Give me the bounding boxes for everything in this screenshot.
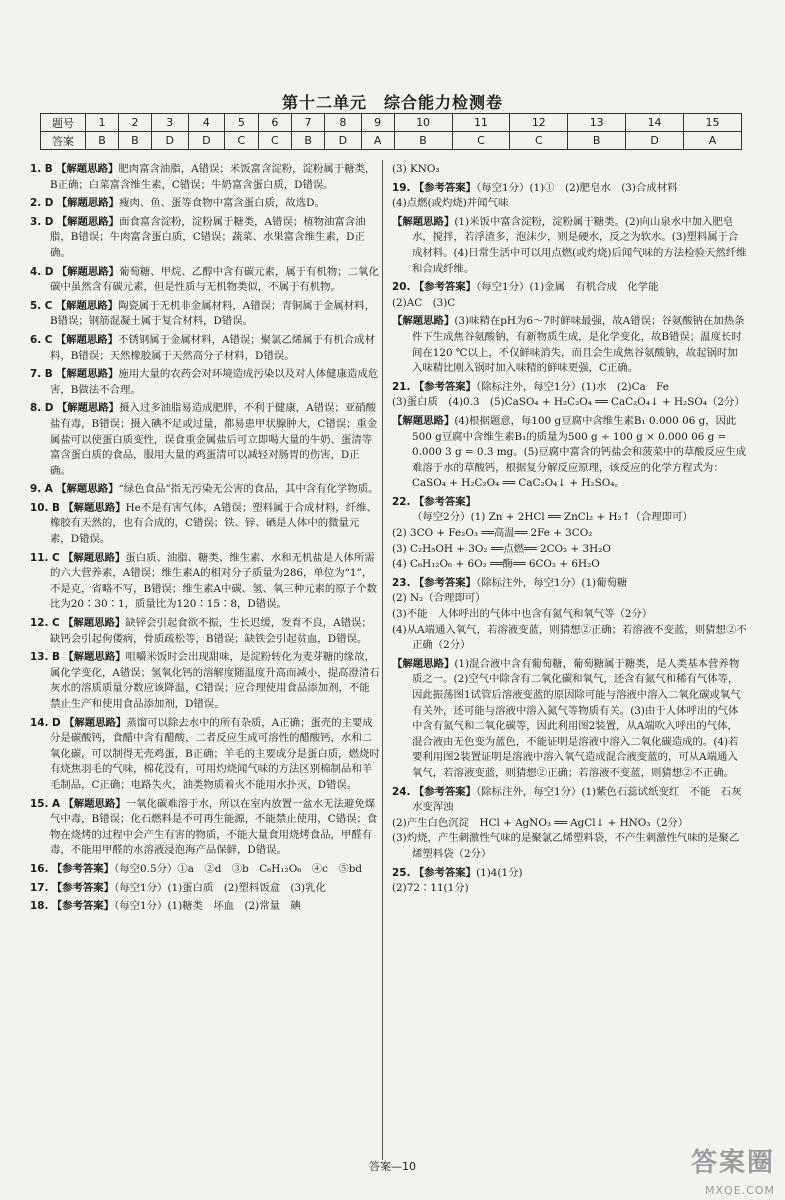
table-cell-number: 14 <box>626 114 684 132</box>
item-tag: 【参考答案】 <box>51 862 115 875</box>
table-cell-number: 4 <box>188 114 225 132</box>
item-tag: 【解题思路】 <box>63 501 126 514</box>
row-label: 题号 <box>41 114 86 132</box>
item-number: 20. <box>392 281 411 294</box>
item-text: （每空0.5分）①a ②d ③b C₆H₁₂O₆ ④c ⑤bd <box>114 862 363 875</box>
row-label: 答案 <box>41 132 86 150</box>
item-text: (2)产生白色沉淀 HCl + AgNO₃ ══ AgCl↓ + HNO₃（2分） <box>392 816 689 829</box>
item-tag: 【解题思路】 <box>55 333 119 346</box>
item-tag: 【解题思路】 <box>392 414 455 427</box>
table-cell-number: 10 <box>394 114 452 132</box>
table-cell-number: 2 <box>118 114 151 132</box>
watermark-text: 答案圈 <box>690 1148 775 1178</box>
item-text: He不是有害气体，A错误；塑料属于合成材料，纤维、橡胶有天然的，也有合成的，C错误；铁、锌、硒是人体中的微量元素，D错误。 <box>50 501 377 546</box>
item-text: 咀嚼米饭时会出现甜味，是淀粉转化为麦芽糖的缘故，属化学变化，A错误；氢氧化钙的溶解度随温度升高而减小，提高澄清石灰水的溶质质量分数应该降温，C错误；应合理使用食品添加剂，不能禁止生产和使用食品添加剂，D错误。 <box>50 651 380 710</box>
item-tag: 【参考答案】 <box>413 380 477 393</box>
table-cell-answer: C <box>258 132 292 150</box>
item-text: (4)从A端通入氧气，若溶液变蓝，则猜想②正确；若溶液不变蓝，则猜想②不正确（2分） <box>392 623 747 652</box>
item-number: 24. <box>392 785 411 798</box>
item-text: （除标注外，每空1分）(1)葡萄糖 <box>476 576 628 589</box>
right-column <box>392 162 747 900</box>
answer-item <box>30 881 380 897</box>
item-text: 瘦肉、鱼、蛋等食物中富含蛋白质，故选D。 <box>119 197 325 210</box>
item-number: 10. B <box>30 501 60 514</box>
table-cell-answer: B <box>292 132 325 150</box>
answer-item <box>392 181 747 212</box>
item-tag: 【解题思路】 <box>392 657 455 670</box>
table-cell-number: 13 <box>568 114 626 132</box>
item-number: 25. <box>392 866 411 879</box>
item-tag: 【参考答案】 <box>413 495 477 508</box>
item-text: 缺锌会引起食欲不振，生长迟缓，发育不良，A错误；缺钙会引起佝偻病，骨质疏松等，B错误；缺铁会引起贫血，D错误。 <box>50 617 372 645</box>
item-text: (2) N₂（合理即可） <box>392 592 486 605</box>
answer-item <box>30 215 380 262</box>
item-number: 23. <box>392 576 411 589</box>
answer-item <box>392 576 747 654</box>
item-text: (4)根据题意，每100 g豆腐中含维生素B₁ 0.000 06 g，因此500 g豆腐中含维生素B₁的质量为500 g ÷ 100 g × 0.000 06 g = 0.000 3 g = 0.3 mg。(5)豆腐中富含的钙盐会和菠菜中的草酸反应生成难溶于水的草酸钙，根据复分解反应原理，该反应的化学方程式为：CaSO₄ + H₂C₂O₄ ══ CaC₂O₄↓ + H₂SO₄。 <box>412 414 747 490</box>
item-tag: 【解题思路】 <box>62 551 126 564</box>
item-tag: 【解题思路】 <box>56 215 120 228</box>
item-number: 19. <box>392 181 411 194</box>
answer-item <box>392 215 747 277</box>
answer-item <box>30 333 380 364</box>
item-tag: 【解题思路】 <box>56 163 119 175</box>
table-cell-number: 5 <box>225 114 259 132</box>
item-number: 5. C <box>30 299 53 312</box>
table-cell-answer: D <box>151 132 188 150</box>
item-tag: 【解题思路】 <box>56 265 120 278</box>
item-number: 15. A <box>30 797 61 810</box>
answer-item <box>392 866 747 897</box>
table-cell-answer: D <box>325 132 362 150</box>
item-text: (1)混合液中含有葡萄糖，葡萄糖属于糖类，是人类基本营养物质之一。(2)空气中除含有二氧化碳和氧气，还含有氮气和稀有气体等，因此振荡图1试管后溶液变蓝的原因除可能与溶液中溶入二氧化碳或氧气有关外，还可能与溶液中溶入氮气等物质有关。(3)由于人体呼出的气体中含有氮气和二氧化碳等，因此利用图2装置，从A端吹入呼出的气体，混合液由无色变为蓝色，不能证明是溶液中溶入二氧化碳造成的。(4)若要利用图2装置证明是溶液中溶入氧气造成混合液变蓝的，可从A端通入氧气，若溶液变蓝，则猜想②正确；若溶液不变蓝，则猜想②不正确。 <box>412 657 741 779</box>
item-tag: 【参考答案】 <box>413 866 477 879</box>
item-number: 14. D <box>30 716 61 729</box>
item-number: 4. D <box>30 265 54 278</box>
answer-item <box>392 495 747 573</box>
table-cell-answer: B <box>394 132 452 150</box>
item-text: (2)72∶11(1分) <box>392 882 469 895</box>
item-tag: 【解题思路】 <box>56 483 119 496</box>
item-text: 摄入过多油脂易造成肥胖，不利于健康，A错误；亚硝酸盐有毒，B错误；摄入碘不足或过量，都易患甲状腺肿大，C错误；重金属盐可以使蛋白质变性，误食重金属盐后可立即喝大量的牛奶、蛋清等富含蛋白质的食品，服用大量的鸡蛋清可以减轻对肠胃的伤害，D正确。 <box>50 402 378 477</box>
item-tag: 【解题思路】 <box>63 716 127 729</box>
table-cell-answer: D <box>626 132 684 150</box>
item-number: 7. B <box>30 368 53 381</box>
item-text: (3) C₂H₅OH + 3O₂ ══点燃══ 2CO₂ + 3H₂O <box>392 542 611 555</box>
item-tag: 【解题思路】 <box>392 215 455 228</box>
item-text: (2)AC (3)C <box>392 296 456 309</box>
item-number: 8. D <box>30 402 54 415</box>
item-tag: 【参考答案】 <box>413 281 477 294</box>
answer-item <box>392 380 747 411</box>
item-text: （每空1分）(1)金属 有机合成 化学能 <box>476 281 659 294</box>
table-cell-answer: D <box>188 132 225 150</box>
item-tag: 【解题思路】 <box>56 368 119 381</box>
item-number: 21. <box>392 380 411 393</box>
answer-item <box>30 551 380 613</box>
item-number: 16. <box>30 862 49 875</box>
table-cell-answer: C <box>452 132 510 150</box>
answer-item <box>30 797 380 859</box>
item-tag: 【参考答案】 <box>413 785 477 798</box>
watermark-logo <box>665 1142 775 1197</box>
item-text: （每空1分）(1)① (2)肥皂水 (3)合成材料 <box>476 181 678 194</box>
answer-item <box>30 401 380 479</box>
item-text: (1)4(1分) <box>476 866 523 879</box>
left-column <box>30 162 380 918</box>
answer-item <box>30 162 380 193</box>
table-cell-answer: A <box>684 132 742 150</box>
table-cell-number: 6 <box>258 114 292 132</box>
item-text: 面食富含淀粉，淀粉属于糖类，A错误；植物油富含油脂，B错误；牛肉富含蛋白质，C错误；蔬菜、水果富含维生素，D正确。 <box>50 215 366 259</box>
item-text: (2) 3CO + Fe₂O₃ ══高温══ 2Fe + 3CO₂ <box>392 527 593 540</box>
item-text: 蛋白质、油脂、糖类、维生素、水和无机盐是人体所需的六大营养素，A错误；维生素A的相对分子质量为286，单位为“1”，不是克，省略不写，B错误；维生素A中碳、氢、氧三种元素的原子个数比为20∶30∶1，质量比为120∶15∶8，D错误。 <box>50 551 377 611</box>
item-tag: 【解题思路】 <box>392 315 455 328</box>
table-cell-number: 12 <box>510 114 568 132</box>
item-number: 17. <box>30 881 49 894</box>
item-number: 9. A <box>30 483 53 496</box>
item-tag: 【参考答案】 <box>51 881 115 894</box>
answer-item <box>30 650 380 712</box>
table-cell-number: 9 <box>361 114 394 132</box>
item-text: 肥肉富含油脂，A错误；米饭富含淀粉，淀粉属于糖类，B正确；白菜富含维生素，C错误；牛奶富含蛋白质，D错误。 <box>50 163 376 191</box>
table-cell-answer: A <box>361 132 394 150</box>
page-footer: 答案—10 <box>369 1160 416 1173</box>
item-text: （除标注外，每空1分）(1)水 (2)Ca Fe <box>476 380 669 393</box>
item-tag: 【解题思路】 <box>62 617 126 630</box>
answer-item <box>392 314 747 376</box>
answer-item <box>392 280 747 311</box>
column-divider <box>382 160 383 1160</box>
answer-item <box>30 367 380 398</box>
item-text: 施用大量的农药会对环境造成污染以及对人体健康造成危害，B做法不合理。 <box>50 368 379 396</box>
item-text: 陶瓷属于无机非金属材料，A错误；青铜属于金属材料，B错误；钢筋混凝土属于复合材料，D错误。 <box>50 299 375 328</box>
item-text: （每空1分）(1)蛋白质 (2)塑料饭盒 (3)乳化 <box>114 881 326 894</box>
table-cell-answer: B <box>568 132 626 150</box>
answer-item <box>392 657 747 782</box>
watermark-url: MXQE.COM <box>705 1184 775 1197</box>
item-number: 3. D <box>30 215 54 228</box>
item-text: （每空2分）(1) Zn + 2HCl ══ ZnCl₂ + H₂↑（合理即可） <box>412 511 693 524</box>
table-cell-answer: C <box>510 132 568 150</box>
item-text: “绿色食品”指无污染无公害的食品，其中含有化学物质。 <box>118 483 379 496</box>
answer-table <box>40 113 742 150</box>
item-tag: 【解题思路】 <box>63 797 126 810</box>
item-number: 11. C <box>30 551 60 564</box>
item-text: 蒸馏可以除去水中的所有杂质，A正确；蛋壳的主要成分是碳酸钙，食醋中含有醋酸，二者反应生成可溶性的醋酸钙，水和二氧化碳，可以制得无壳鸡蛋，B正确；羊毛的主要成分是蛋白质，燃烧时有烧焦羽毛的气味，棉花没有，可用灼烧闻气味的方法区别棉制品和羊毛制品，C正确；电路失火，油类物质着火不能用水扑灭，D错误。 <box>50 716 380 791</box>
item-text: (3) KNO₃ <box>392 163 440 175</box>
item-text: (4) C₆H₁₂O₆ + 6O₂ ══酶══ 6CO₂ + 6H₂O <box>392 558 600 571</box>
item-tag: 【解题思路】 <box>56 197 120 210</box>
item-tag: 【解题思路】 <box>63 651 126 664</box>
item-text: (1)米饭中富含淀粉，淀粉属于糖类。(2)向山泉水中加入肥皂水，搅拌，若浮渣多，泡沫少，则是硬水，反之为软水。(3)塑料属于合成材料。(4)日常生活中可以用点燃(或灼烧)后闻气味的方法检验天然纤维和合成纤维。 <box>412 215 747 275</box>
item-tag: 【解题思路】 <box>55 299 119 312</box>
item-number: 18. <box>30 900 49 913</box>
item-tag: 【参考答案】 <box>413 181 477 194</box>
answer-item <box>30 899 380 915</box>
item-number: 6. C <box>30 333 53 346</box>
answer-item <box>30 265 380 296</box>
item-number: 22. <box>392 495 411 508</box>
answer-item <box>30 196 380 212</box>
item-tag: 【解题思路】 <box>56 402 120 415</box>
answer-item <box>392 162 747 178</box>
answer-item <box>30 501 380 548</box>
table-cell-number: 3 <box>151 114 188 132</box>
page-title: 第十二单元 综合能力检测卷 <box>281 93 503 112</box>
answer-item <box>392 785 747 863</box>
item-number: 12. C <box>30 617 60 630</box>
answer-item <box>392 414 747 492</box>
item-text: (4)点燃(或灼烧)并闻气味 <box>392 197 509 210</box>
item-text: (3)蛋白质 (4)0.3 (5)CaSO₄ + H₂C₂O₄ ══ CaC₂O₄↓ + H₂SO₄（2分） <box>392 396 745 409</box>
item-text: （除标注外，每空1分）(1)紫色石蕊试纸变红 不能 石灰水变浑浊 <box>412 785 742 814</box>
table-cell-number: 8 <box>325 114 362 132</box>
table-cell-number: 1 <box>86 114 119 132</box>
table-cell-number: 11 <box>452 114 510 132</box>
item-text: (3)不能 人体呼出的气体中也含有氮气和氧气等（2分） <box>392 608 653 621</box>
answer-item <box>30 616 380 647</box>
table-cell-answer: B <box>86 132 119 150</box>
item-tag: 【参考答案】 <box>413 576 477 589</box>
item-number: 2. D <box>30 197 54 210</box>
answer-item <box>30 716 380 794</box>
item-text: 葡萄糖、甲烷、乙醇中含有碳元素，属于有机物；二氧化碳中虽然含有碳元素，但是性质与无机物类似，不属于有机物。 <box>50 265 379 294</box>
item-text: （每空1分）(1)糖类 坏血 (2)常量 碘 <box>114 900 301 913</box>
item-text: 一氧化碳难溶于水，所以在室内放置一盆水无法避免煤气中毒，B错误；化石燃料是不可再生能源，不能禁止使用，C错误；食物在烧烤的过程中会产生有害的物质，不能大量食用烧烤食品，甲醛有毒，不能用甲醛的水溶液浸泡海产品保鲜，D错误。 <box>50 797 378 857</box>
table-row-numbers <box>41 114 742 132</box>
item-number: 13. B <box>30 651 60 664</box>
table-cell-number: 15 <box>684 114 742 132</box>
item-number: 1. B <box>30 163 53 175</box>
table-cell-answer: B <box>118 132 151 150</box>
table-cell-number: 7 <box>292 114 325 132</box>
item-tag: 【参考答案】 <box>51 900 115 913</box>
item-text: (3)味精在pH为6～7时鲜味最强，故A错误；谷氨酸钠在加热条件下生成焦谷氨酸钠，有新物质生成，是化学变化，故B错误；温度长时间在120 ℃以上，不仅鲜味消失，而且会生成焦谷氨酸钠，故起锅时加入味精比刚入锅时加入味精的鲜味更强，C正确。 <box>412 315 745 375</box>
answer-item <box>30 862 380 878</box>
answer-item <box>30 482 380 498</box>
answer-item <box>30 299 380 330</box>
item-text: (3)灼烧，产生刺激性气味的是聚氯乙烯塑料袋，不产生刺激性气味的是聚乙烯塑料袋（2分） <box>392 832 740 860</box>
item-text: 不锈钢属于金属材料，A错误；聚氯乙烯属于有机合成材料，B错误；天然橡胶属于天然高分子材料，D错误。 <box>50 333 375 362</box>
table-cell-answer: C <box>225 132 259 150</box>
table-row-answers <box>41 132 742 150</box>
